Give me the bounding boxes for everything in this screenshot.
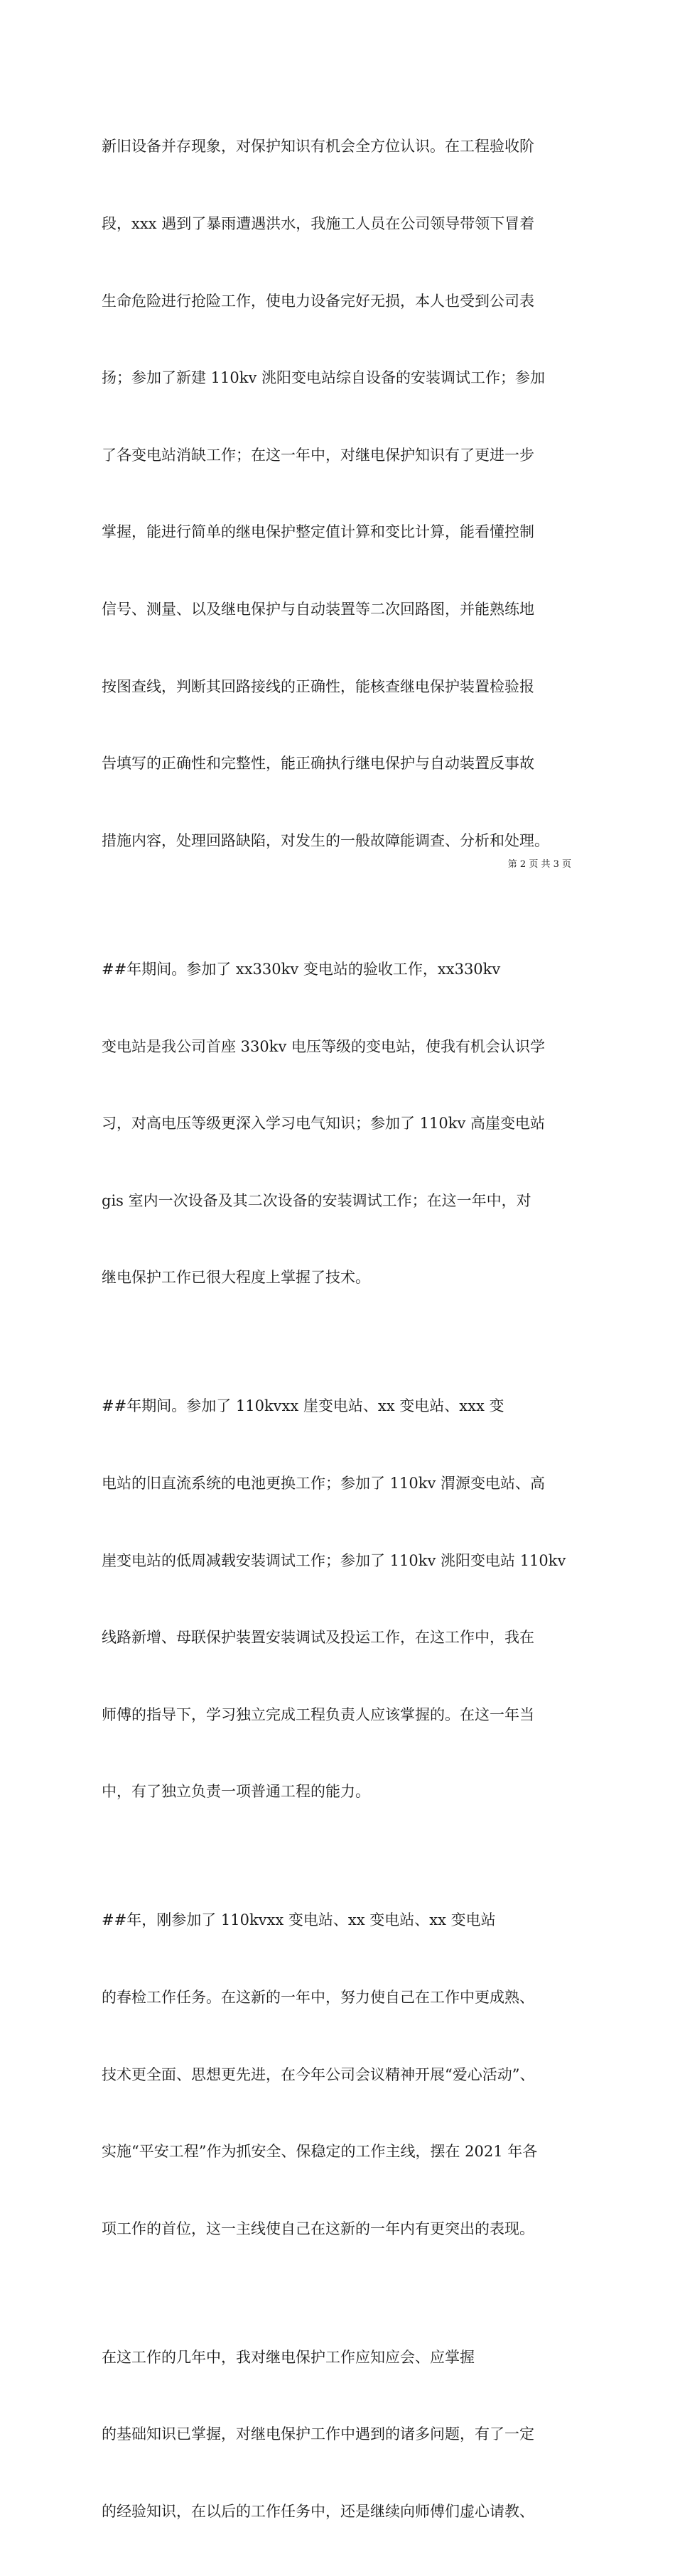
text-line: 新旧设备并存现象，对保护知识有机会全方位认识。在工程验收阶 xyxy=(102,138,534,155)
text-line: 在这工作的几年中，我对继电保护工作应知应会、应掌握 xyxy=(102,2348,475,2366)
text-line: ##年期间。参加了 xx330kv 变电站的验收工作，xx330kv xyxy=(102,960,501,978)
paragraph-3 xyxy=(102,1342,579,1856)
text-line: 了各变电站消缺工作；在这一年中，对继电保护知识有了更进一步 xyxy=(102,446,534,464)
text-line: 习，对高电压等级更深入学习电气知识；参加了 110kv 高崖变电站 xyxy=(102,1115,546,1133)
paragraph-5 xyxy=(102,2293,579,2575)
text-line: ##年，刚参加了 110kvxx 变电站、xx 变电站、xx 变电站 xyxy=(102,1911,496,1929)
text-line: 措施内容，处理回路缺陷，对发生的一般故障能调查、分析和处理。 xyxy=(102,831,549,849)
text-line: 师傅的指导下，学习独立完成工程负责人应该掌握的。在这一年当 xyxy=(102,1705,534,1723)
text-line: 技术更全面、思想更先进，在今年公司会议精神开展“爱心活动”、 xyxy=(102,2065,535,2083)
paragraph-1 xyxy=(102,82,579,905)
text-line: 的春检工作任务。在这新的一年中，努力使自己在工作中更成熟、 xyxy=(102,1989,534,2007)
document-body xyxy=(102,82,579,2576)
text-line: 崖变电站的低周减载安装调试工作；参加了 110kv 洮阳变电站 110kv xyxy=(102,1551,566,1569)
text-line: 生命危险进行抢险工作，使电力设备完好无损，本人也受到公司表 xyxy=(102,292,534,310)
text-line: 按图查线，判断其回路接线的正确性，能核查继电保护装置检验报 xyxy=(102,677,534,695)
paragraph-4 xyxy=(102,1856,579,2293)
text-line: 告填写的正确性和完整性，能正确执行继电保护与自动装置反事故 xyxy=(102,755,534,773)
text-line: ##年期间。参加了 110kvxx 崖变电站、xx 变电站、xxx 变 xyxy=(102,1397,504,1415)
text-line: 线路新增、母联保护装置安装调试及投运工作，在这工作中，我在 xyxy=(102,1629,534,1647)
text-line: gis 室内一次设备及其二次设备的安装调试工作；在这一年中，对 xyxy=(102,1191,531,1209)
text-line: 中，有了独立负责一项普通工程的能力。 xyxy=(102,1783,370,1801)
text-line: 电站的旧直流系统的电池更换工作；参加了 110kv 渭源变电站、高 xyxy=(102,1474,546,1492)
text-line: 项工作的首位，这一主线使自己在这新的一年内有更突出的表现。 xyxy=(102,2220,534,2237)
text-line: 掌握，能进行简单的继电保护整定值计算和变比计算，能看懂控制 xyxy=(102,523,534,541)
text-line: 的经验知识，在以后的工作任务中，还是继续向师傅们虚心请教、 xyxy=(102,2503,534,2521)
text-line: 段，xxx 遇到了暴雨遭遇洪水，我施工人员在公司领导带领下冒着 xyxy=(102,215,535,233)
text-line: 扬；参加了新建 110kv 洮阳变电站综自设备的安装调试工作；参加 xyxy=(102,369,546,387)
text-line: 继电保护工作已很大程度上掌握了技术。 xyxy=(102,1269,370,1287)
text-line: 实施“平安工程”作为抓安全、保稳定的工作主线，摆在 2021 年各 xyxy=(102,2143,538,2161)
paragraph-2 xyxy=(102,905,579,1342)
text-line: 变电站是我公司首座 330kv 电压等级的变电站，使我有机会认识学 xyxy=(102,1037,546,1055)
page-number-footer: 第 2 页 共 3 页 xyxy=(507,859,571,870)
text-line: 的基础知识已掌握，对继电保护工作中遇到的诸多问题，有了一定 xyxy=(102,2425,534,2443)
text-line: 信号、测量、以及继电保护与自动装置等二次回路图，并能熟练地 xyxy=(102,601,534,618)
